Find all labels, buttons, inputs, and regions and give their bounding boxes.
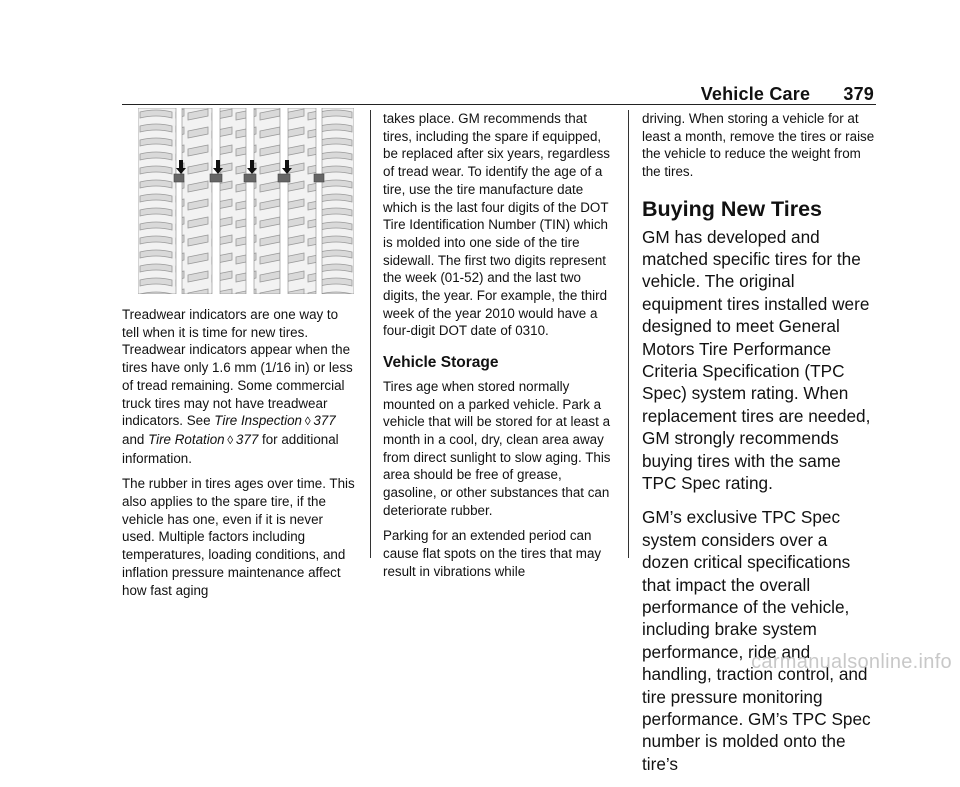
- running-header: [701, 84, 874, 105]
- link-tire-inspection[interactable]: Tire Inspection: [214, 413, 303, 429]
- page-number: 379: [843, 84, 874, 104]
- paragraph-tpc-spec: GM’s exclusive TPC Spec system considers over a dozen critical specifications that impact the overall performance of the vehicle, including brake system performance, ride and handling, traction control, and tire pressure monitoring performance. GM’s TPC Spec number is molded onto the tire’s: [642, 507, 871, 774]
- paragraph-storage: Tires age when stored normally mounted on a parked vehicle. Park a vehicle that will be stored for at least a month in a cool, dry, clean area away from direct sunlight to slow aging. This area should be free of grease, gasoline, or other substances that can deteriorate rubber.: [383, 378, 611, 518]
- page-ref-icon: ◊: [227, 432, 234, 447]
- heading-buying-new-tires: Buying New Tires: [642, 196, 823, 221]
- column-3: [642, 110, 878, 787]
- paragraph-gm-tires: GM has developed and matched specific tires for the vehicle. The original equipment tires installed were designed to meet General Motors Tire Performance Criteria Specification (TPC Spec) system rating. When replacement tires are needed, GM strongly recommends buying tires with the same TPC Spec rating.: [642, 226, 871, 493]
- section-title: Vehicle Care: [700, 84, 811, 104]
- column-2: [383, 110, 616, 589]
- column-divider: [370, 110, 371, 558]
- page-ref-icon: ◊: [304, 414, 311, 429]
- paragraph-storing: driving. When storing a vehicle for at least a month, remove the tires or raise the vehicle to reduce the weight from the tires.: [642, 111, 875, 180]
- heading-vehicle-storage: Vehicle Storage: [383, 354, 499, 372]
- page-ref-377[interactable]: 377: [313, 413, 336, 429]
- paragraph-tire-age: takes place. GM recommends that tires, including the spare if equipped, be replaced after six years, regardless of tread wear. To identify the age of a tire, use the tire manufacture date which is the last four digits of the DOT Tire Identification Number (TIN) which is molded into one side of the tire sidewall. The first two digits represent the week (01-52) and the last two digits, the year. For example, the third week of the year 2010 would have a four-digit DOT date of 0310.: [383, 111, 611, 339]
- paragraph-treadwear: Treadwear indicators are one way to tell when it is time for new tires. Treadwear indicators appear when the tires have only 1.6 mm (1/16 in) or less of tread remaining. Some commercial truck tires may not have treadwear indicators. See Tire Inspection ◊ 377 and Tire Rotation ◊ 377 for additional information.: [122, 307, 353, 466]
- paragraph-rubber-aging: The rubber in tires ages over time. This also applies to the spare tire, if the vehicle has one, even if it is never used. Multiple factors including temperatures, loading conditions, and inflation pressure maintenance affect how fast aging: [122, 476, 355, 598]
- page-ref-377[interactable]: 377: [235, 431, 259, 447]
- column-divider: [628, 110, 629, 558]
- header-rule: [122, 104, 876, 105]
- paragraph-flat-spots: Parking for an extended period can cause flat spots on the tires that may result in vibrations while: [383, 528, 602, 579]
- treadwear-indicator-illustration: [138, 108, 354, 294]
- link-tire-rotation[interactable]: Tire Rotation: [148, 431, 225, 447]
- column-1: [122, 108, 358, 607]
- watermark: carmanualsonline.info: [751, 651, 952, 673]
